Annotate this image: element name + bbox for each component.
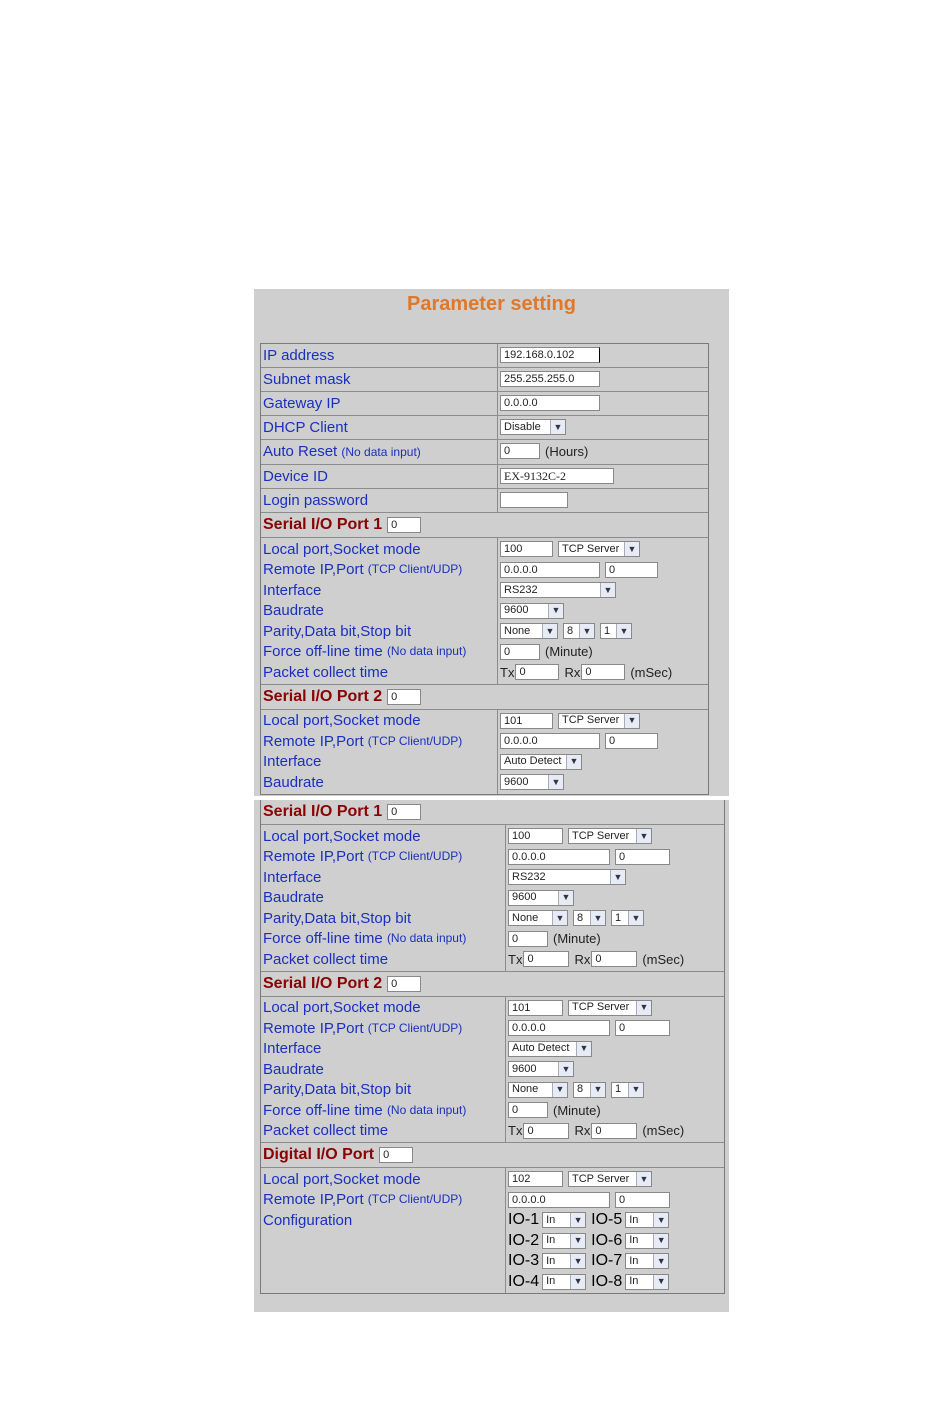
rx-input[interactable]: 0 [591,951,637,967]
interface-value: RS232 [512,870,546,883]
io-8-select[interactable] [625,1274,669,1290]
baudrate-value: 9600 [504,775,529,788]
packet-label: Packet collect time [263,663,389,681]
port2-title: Serial I/O Port 2 [263,974,383,992]
remote-label: Remote IP,Port [263,1019,364,1037]
chevron-down-icon: ▼ [616,624,631,638]
autoreset-row [261,439,708,464]
interface-label: Interface [263,753,322,771]
chevron-down-icon: ▼ [552,911,567,925]
local-label: Local port,Socket mode [263,999,421,1017]
deviceid-input[interactable]: EX-9132C-2 [500,468,614,484]
port1-title: Serial I/O Port 1 [263,516,383,533]
remote-port-input[interactable]: 0 [605,733,658,749]
settings-table-continued [260,800,725,1294]
io-label: IO-3 [508,1252,540,1270]
chevron-down-icon: ▼ [579,624,594,638]
socket-mode-value: TCP Server [572,1001,630,1014]
chevron-down-icon: ▼ [576,1042,591,1056]
io-label: IO-5 [591,1211,623,1229]
msec-unit: (mSec) [630,664,673,680]
port2-settings-row [261,996,724,1143]
force-input[interactable]: 0 [500,644,540,660]
autoreset-label: Auto Reset [263,443,338,460]
io-value: In [546,1234,556,1247]
remote-ip-input[interactable]: 0.0.0.0 [508,1192,610,1208]
msec-unit: (mSec) [642,1123,685,1139]
remote-ip-input[interactable]: 0.0.0.0 [500,733,600,749]
chevron-down-icon: ▼ [542,624,557,638]
socket-mode-select[interactable] [568,1000,652,1016]
force-note: (No data input) [386,1102,467,1117]
msec-unit: (mSec) [642,951,685,967]
stopbit-select[interactable] [611,1082,644,1098]
socket-mode-select[interactable] [558,541,640,557]
databit-select[interactable] [573,1082,606,1098]
packet-label: Packet collect time [263,1122,389,1140]
databit-select[interactable] [573,910,606,926]
chevron-down-icon: ▼ [558,1062,573,1076]
tx-label: Tx [508,1123,523,1139]
digital-count-input[interactable]: 0 [379,1147,413,1163]
interface-select[interactable] [508,1041,592,1057]
io-label: IO-8 [591,1272,623,1290]
rx-input[interactable]: 0 [591,1123,637,1139]
remote-label: Remote IP,Port [263,561,364,579]
io-value: In [546,1254,556,1267]
force-input[interactable]: 0 [508,1102,548,1118]
subnet-label: Subnet mask [261,368,498,391]
parity-value: None [512,911,539,924]
packet-label: Packet collect time [263,950,389,968]
chevron-down-icon: ▼ [624,714,639,728]
io-5-select[interactable] [625,1212,669,1228]
remote-label: Remote IP,Port [263,848,364,866]
force-label: Force off-line time [263,930,383,948]
tx-input[interactable]: 0 [515,664,559,680]
rx-input[interactable]: 0 [581,664,625,680]
io-value: In [629,1275,639,1288]
subnet-row [261,367,708,391]
port2-count-input[interactable]: 0 [387,689,421,705]
settings-table [260,343,709,795]
baudrate-select[interactable] [508,890,574,906]
chevron-down-icon: ▼ [628,1083,643,1097]
parity-label: Parity,Data bit,Stop bit [263,909,412,927]
force-note: (No data input) [386,931,467,946]
baudrate-label: Baudrate [263,1060,324,1078]
databit-value: 8 [577,911,584,924]
socket-mode-value: TCP Server [562,714,620,727]
remote-port-input[interactable]: 0 [615,1192,670,1208]
chevron-down-icon: ▼ [624,542,639,556]
io-2-select[interactable] [542,1233,586,1249]
chevron-down-icon: ▼ [550,420,565,434]
io-label: IO-4 [508,1272,540,1290]
baudrate-label: Baudrate [263,602,324,620]
hours-unit: (Hours) [545,443,589,459]
tx-label: Tx [508,951,523,967]
minute-unit: (Minute) [553,931,601,947]
chevron-down-icon: ▼ [636,1001,651,1015]
io-4-select[interactable] [542,1274,586,1290]
parity-value: None [512,1083,539,1096]
gateway-row [261,391,708,415]
chevron-down-icon: ▼ [628,911,643,925]
rx-label: Rx [574,1123,591,1139]
interface-label: Interface [263,868,322,886]
digital-settings-row [261,1167,724,1293]
page-title: Parameter setting [407,293,576,315]
parity-select[interactable] [508,910,568,926]
deviceid-label: Device ID [261,465,498,488]
dhcp-row [261,415,708,439]
port2-header-row [261,971,724,996]
port1-title: Serial I/O Port 1 [263,803,383,820]
io-3-select[interactable] [542,1253,586,1269]
tx-label: Tx [500,664,515,680]
parity-select[interactable] [508,1082,568,1098]
io-value: In [629,1234,639,1247]
force-label: Force off-line time [263,643,383,661]
deviceid-row [261,464,708,488]
chevron-down-icon: ▼ [552,1083,567,1097]
remote-ip-input[interactable]: 0.0.0.0 [508,849,610,865]
stopbit-select[interactable] [600,623,632,639]
port2-title: Serial I/O Port 2 [263,687,383,705]
remote-note: (TCP Client/UDP) [367,849,463,864]
port1-settings-row [261,537,708,684]
interface-value: Auto Detect [504,755,562,768]
rx-label: Rx [564,664,581,680]
chevron-down-icon: ▼ [558,891,573,905]
parity-select[interactable] [500,623,558,639]
local-port-input[interactable]: 101 [500,713,553,729]
socket-mode-value: TCP Server [572,829,630,842]
local-label: Local port,Socket mode [263,540,421,558]
chevron-down-icon: ▼ [570,1254,585,1268]
chevron-down-icon: ▼ [590,1083,605,1097]
socket-mode-select[interactable] [558,713,640,729]
port1-settings-row [261,824,724,971]
baudrate-label: Baudrate [263,889,324,907]
io-label: IO-2 [508,1231,540,1249]
gateway-label: Gateway IP [261,392,498,415]
remote-label: Remote IP,Port [263,1191,364,1209]
port2-settings-row [261,709,708,794]
chevron-down-icon: ▼ [570,1213,585,1227]
remote-label: Remote IP,Port [263,732,364,750]
baudrate-value: 9600 [504,604,529,617]
chevron-down-icon: ▼ [653,1213,668,1227]
stopbit-select[interactable] [611,910,644,926]
interface-value: RS232 [504,583,538,596]
stopbit-value: 1 [615,911,622,924]
io-value: In [629,1213,639,1226]
io-value: In [629,1254,639,1267]
autoreset-note: (No data input) [341,445,421,459]
login-password-input[interactable] [500,492,568,508]
baudrate-label: Baudrate [263,773,324,791]
remote-note: (TCP Client/UDP) [367,733,463,748]
dhcp-value: Disable [504,420,541,433]
chevron-down-icon: ▼ [610,870,625,884]
port2-header-row [261,684,708,709]
chevron-down-icon: ▼ [653,1275,668,1289]
interface-select[interactable] [508,869,626,885]
chevron-down-icon: ▼ [548,775,563,789]
chevron-down-icon: ▼ [636,829,651,843]
tx-input[interactable]: 0 [523,1123,569,1139]
chevron-down-icon: ▼ [570,1234,585,1248]
interface-select[interactable] [500,582,616,598]
baudrate-value: 9600 [512,1062,537,1075]
interface-value: Auto Detect [512,1042,570,1055]
ip-input[interactable]: 192.168.0.102 [500,347,600,363]
socket-mode-select[interactable] [568,1171,652,1187]
databit-value: 8 [577,1083,584,1096]
digital-title: Digital I/O Port [263,1146,375,1163]
port1-count-input[interactable]: 0 [387,804,421,820]
io-value: In [546,1213,556,1226]
dhcp-label: DHCP Client [261,416,498,439]
parity-label: Parity,Data bit,Stop bit [263,1081,412,1099]
local-port-input[interactable]: 100 [508,828,563,844]
databit-value: 8 [567,624,574,637]
local-label: Local port,Socket mode [263,827,421,845]
io-6-select[interactable] [625,1233,669,1249]
screenshot-top [254,289,729,796]
port2-count-input[interactable]: 0 [387,976,421,992]
local-port-input[interactable]: 102 [508,1171,563,1187]
socket-mode-value: TCP Server [562,542,620,555]
chevron-down-icon: ▼ [590,911,605,925]
chevron-down-icon: ▼ [548,604,563,618]
screenshot-bottom [254,800,729,1312]
baudrate-select[interactable] [500,774,564,790]
remote-note: (TCP Client/UDP) [367,1192,463,1207]
socket-mode-select[interactable] [568,828,652,844]
io-7-select[interactable] [625,1253,669,1269]
remote-note: (TCP Client/UDP) [367,562,463,577]
chevron-down-icon: ▼ [570,1275,585,1289]
chevron-down-icon: ▼ [653,1234,668,1248]
dhcp-select[interactable] [500,419,566,435]
remote-port-input[interactable]: 0 [615,1020,670,1036]
chevron-down-icon: ▼ [566,755,581,769]
force-note: (No data input) [386,644,467,659]
io-label: IO-6 [591,1231,623,1249]
tx-input[interactable]: 0 [523,951,569,967]
minute-unit: (Minute) [553,1102,601,1118]
ip-row [261,344,708,367]
autoreset-input[interactable]: 0 [500,443,540,459]
parity-value: None [504,624,531,637]
local-label: Local port,Socket mode [263,1170,421,1188]
chevron-down-icon: ▼ [636,1172,651,1186]
port1-header-row [261,800,724,824]
interface-label: Interface [263,1040,322,1058]
databit-select[interactable] [563,623,595,639]
configuration-label: Configuration [263,1211,353,1229]
io-value: In [546,1275,556,1288]
force-input[interactable]: 0 [508,931,548,947]
subnet-input[interactable]: 255.255.255.0 [500,371,600,387]
login-label: Login password [261,489,498,512]
interface-label: Interface [263,581,322,599]
io-label: IO-7 [591,1252,623,1270]
port1-count-input[interactable]: 0 [387,517,421,533]
remote-ip-input[interactable]: 0.0.0.0 [500,562,600,578]
remote-ip-input[interactable]: 0.0.0.0 [508,1020,610,1036]
port1-header-row [261,512,708,537]
chevron-down-icon: ▼ [653,1254,668,1268]
local-label: Local port,Socket mode [263,712,421,730]
stopbit-value: 1 [615,1083,622,1096]
baudrate-value: 9600 [512,891,537,904]
baudrate-select[interactable] [508,1061,574,1077]
stopbit-value: 1 [604,624,611,637]
local-port-input[interactable]: 100 [500,541,553,557]
force-label: Force off-line time [263,1101,383,1119]
gateway-input[interactable]: 0.0.0.0 [500,395,600,411]
interface-select[interactable] [500,754,582,770]
baudrate-select[interactable] [500,603,564,619]
remote-port-input[interactable]: 0 [615,849,670,865]
rx-label: Rx [574,951,591,967]
io-label: IO-1 [508,1211,540,1229]
io-1-select[interactable] [542,1212,586,1228]
minute-unit: (Minute) [545,644,593,660]
digital-header-row [261,1142,724,1167]
local-port-input[interactable]: 101 [508,1000,563,1016]
socket-mode-value: TCP Server [572,1172,630,1185]
ip-label: IP address [261,344,498,367]
remote-port-input[interactable]: 0 [605,562,658,578]
login-row [261,488,708,512]
parity-label: Parity,Data bit,Stop bit [263,622,412,640]
chevron-down-icon: ▼ [600,583,615,597]
remote-note: (TCP Client/UDP) [367,1020,463,1035]
